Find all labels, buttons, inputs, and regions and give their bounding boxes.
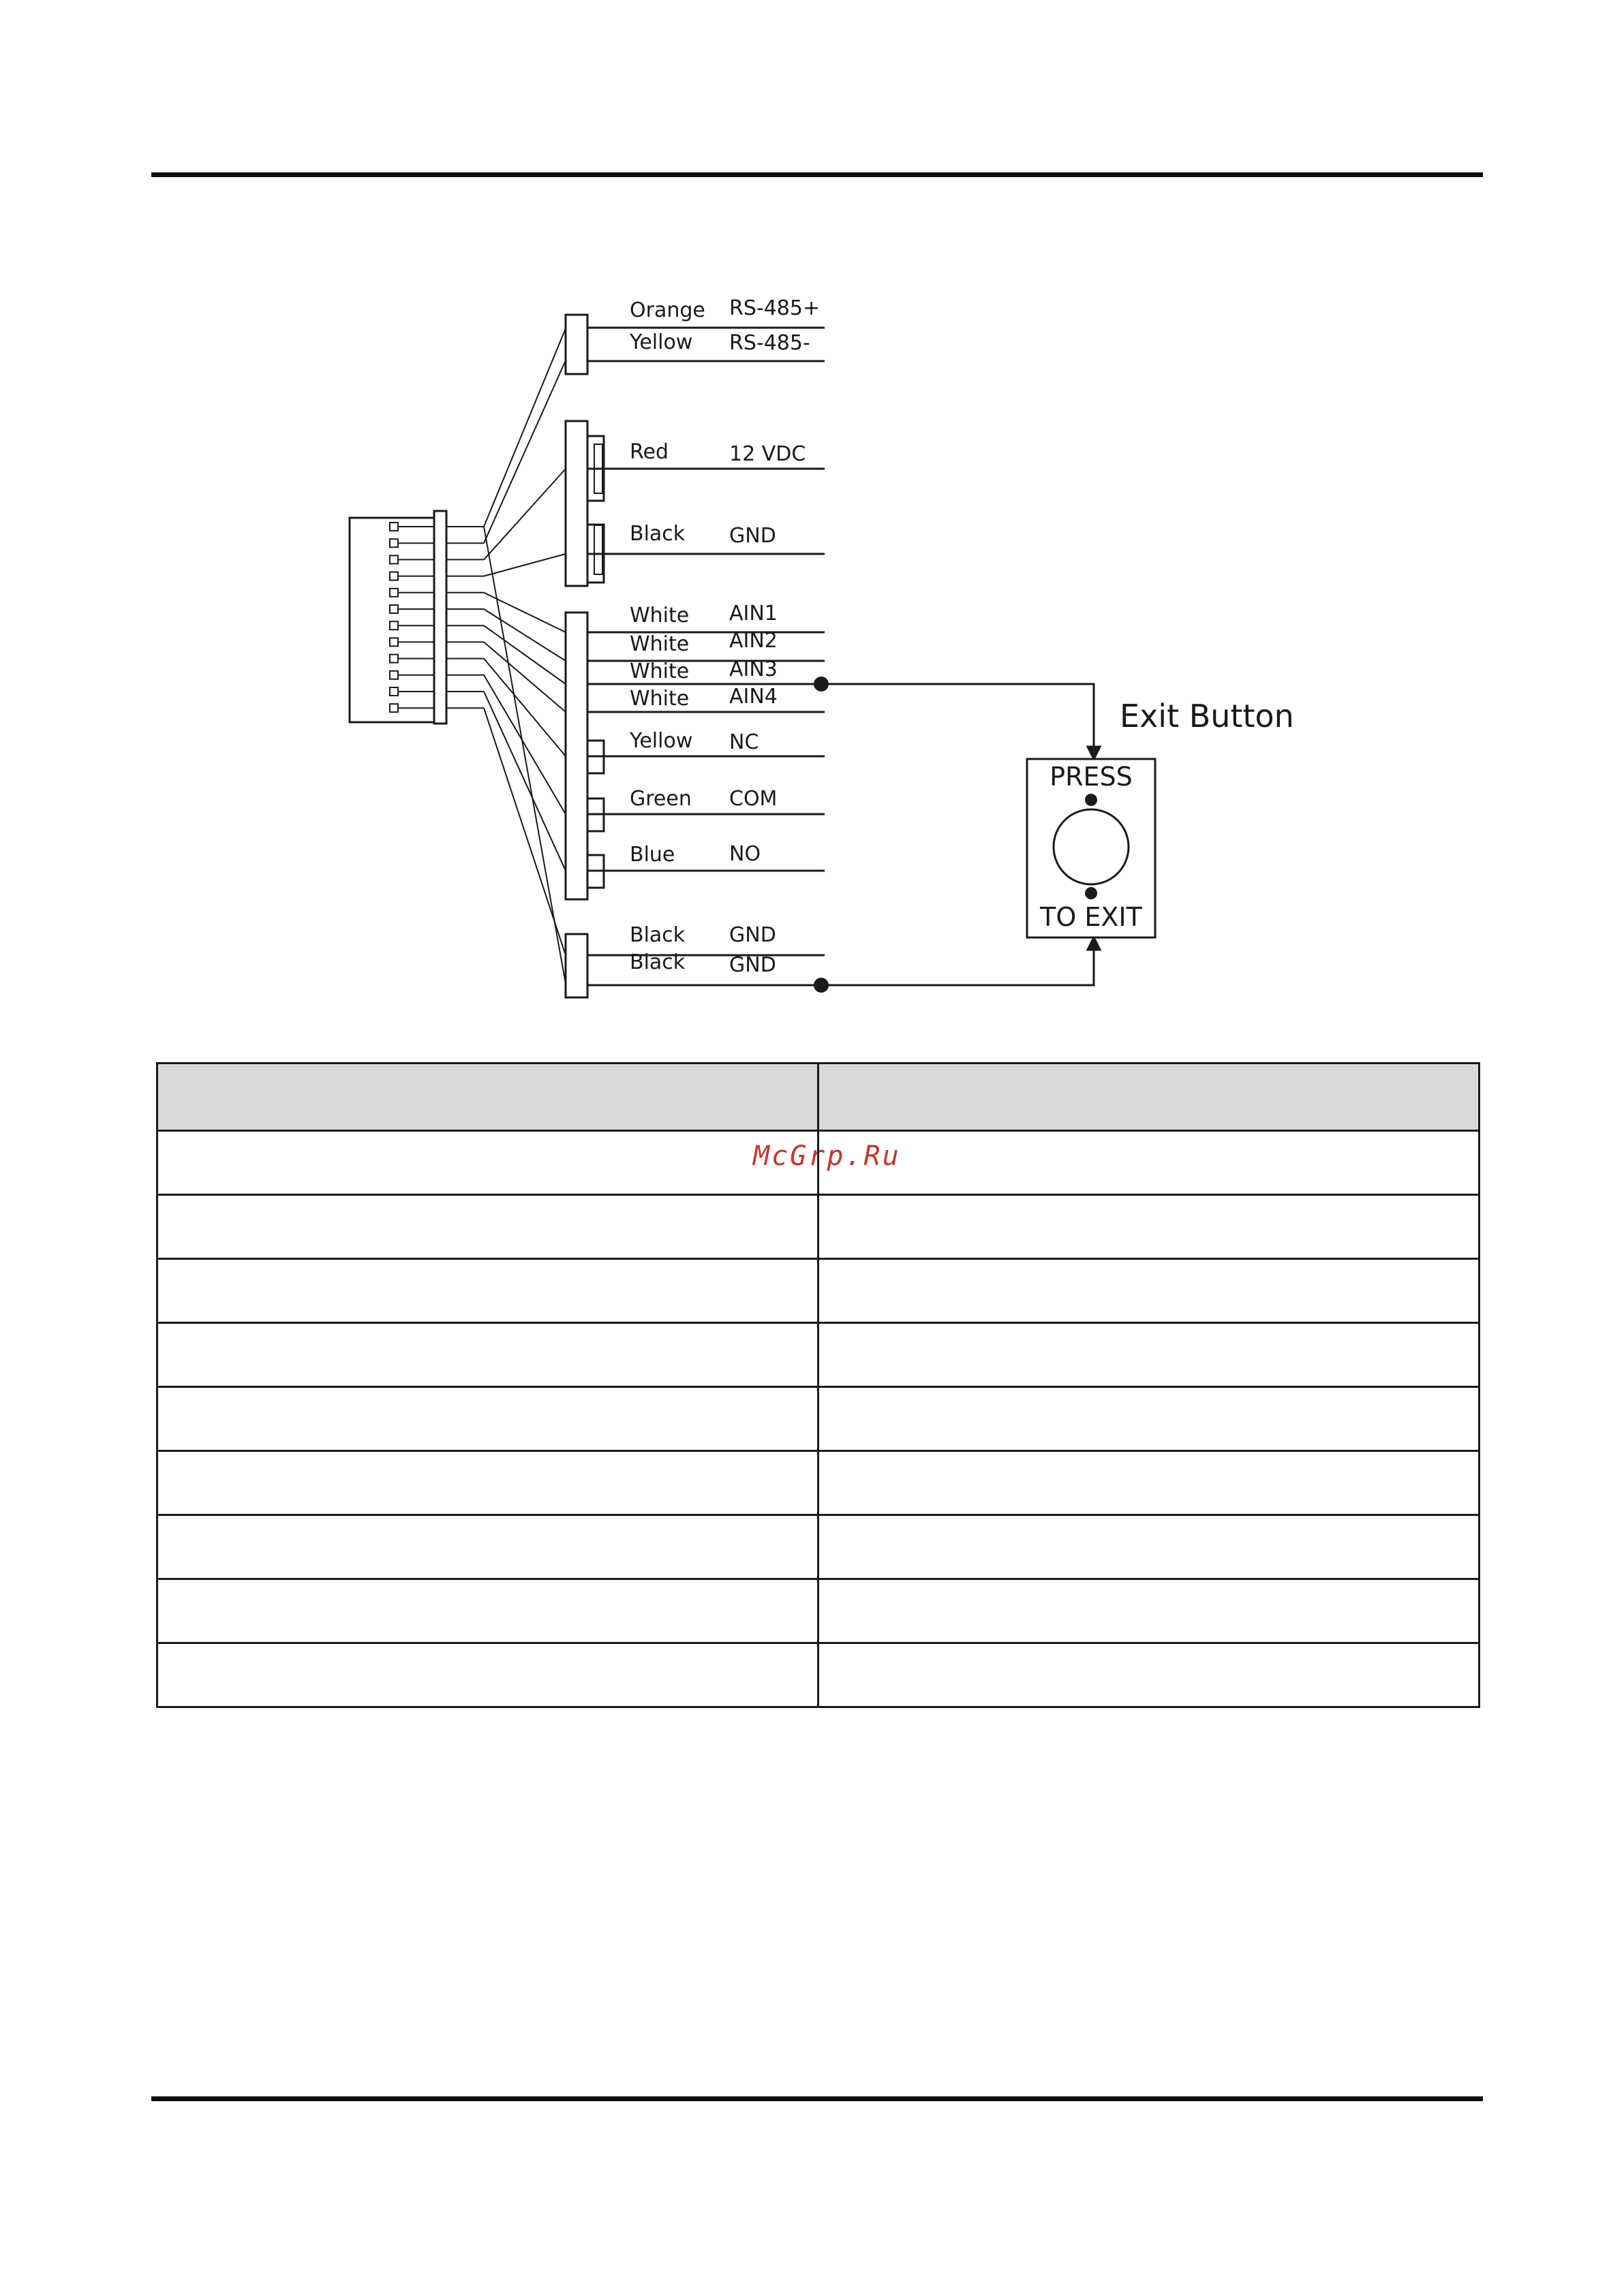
wire-signal-label: 12 VDC <box>729 442 806 466</box>
table-cell <box>818 1451 1480 1515</box>
wire-color-label: White <box>630 687 690 711</box>
table-row <box>157 1387 1480 1451</box>
connector-pin <box>390 572 398 580</box>
junction-dot <box>814 978 829 993</box>
connector-pin <box>390 605 398 613</box>
fanout-wire <box>484 659 566 756</box>
table-row <box>157 1643 1480 1707</box>
connector-pin <box>390 523 398 531</box>
table-cell <box>157 1643 818 1707</box>
fanout-wire <box>484 554 566 576</box>
connector-pin <box>390 539 398 547</box>
connector-pins <box>390 523 434 712</box>
wire-signal-label: NO <box>729 842 761 866</box>
wire-signal-label: COM <box>729 787 778 811</box>
wire-color-label: White <box>630 660 690 683</box>
wire-color-label: Green <box>630 787 692 811</box>
wire-signal-label: AIN2 <box>729 629 778 653</box>
indicator-dot <box>1085 887 1097 899</box>
table-cell <box>157 1387 818 1451</box>
wire-signal-label: NC <box>729 730 759 754</box>
connector-pin <box>390 671 398 679</box>
table-cell <box>818 1195 1480 1259</box>
table-cell <box>818 1323 1480 1387</box>
junction-dot <box>814 677 829 692</box>
wire-signal-label: AIN3 <box>729 657 778 681</box>
table-row <box>157 1131 1480 1195</box>
wiring-table <box>156 1062 1480 1708</box>
table-cell <box>157 1579 818 1643</box>
wire-color-label: Black <box>630 950 686 974</box>
wire-signal-label: RS-485+ <box>729 296 821 320</box>
wire-labels <box>629 296 820 977</box>
terminal-block <box>566 612 587 899</box>
wire-signal-label: AIN4 <box>729 685 778 709</box>
exit-button-exit-label: TO EXIT <box>1040 902 1142 932</box>
table-row <box>157 1259 1480 1323</box>
table-row <box>157 1579 1480 1643</box>
table-cell <box>818 1643 1480 1707</box>
fanout-wire <box>484 527 566 984</box>
exit-button <box>1027 759 1155 937</box>
wire-signal-label: GND <box>729 923 776 947</box>
table-header-cell <box>818 1064 1480 1131</box>
table-header-cell <box>157 1064 818 1131</box>
table-cell <box>157 1515 818 1579</box>
table-cell <box>157 1195 818 1259</box>
exit-button-press-label: PRESS <box>1050 762 1133 792</box>
table-row <box>157 1451 1480 1515</box>
terminal-block <box>566 934 587 997</box>
push-button <box>1054 809 1129 884</box>
connector-pin <box>390 638 398 646</box>
wire-color-label: White <box>630 632 690 656</box>
table-cell <box>818 1387 1480 1451</box>
wire-color-label: Blue <box>630 843 675 867</box>
terminal-tab <box>594 525 602 574</box>
watermark: McGrp.Ru <box>753 1141 901 1172</box>
table-row <box>157 1515 1480 1579</box>
table-cell <box>157 1259 818 1323</box>
table-header-row <box>157 1064 1480 1131</box>
connector-pin <box>390 704 398 712</box>
table-row <box>157 1195 1480 1259</box>
terminal-block <box>566 315 587 374</box>
table-cell <box>818 1259 1480 1323</box>
wire-color-label: Orange <box>630 298 705 322</box>
connector-pin <box>390 555 398 563</box>
footer-rule <box>151 2096 1483 2101</box>
terminal-blocks <box>566 315 604 997</box>
wire-color-label: White <box>630 604 690 627</box>
wire-color-label: Black <box>630 923 686 947</box>
fanout-wire <box>484 328 566 527</box>
wiring-diagram <box>0 0 1624 1022</box>
terminal-block <box>566 421 587 586</box>
table-cell <box>157 1451 818 1515</box>
wire-signal-label: GND <box>729 524 776 548</box>
wire-signal-label: AIN1 <box>729 602 778 625</box>
output-wires <box>587 328 825 985</box>
table-cell <box>157 1131 818 1195</box>
table-row <box>157 1323 1480 1387</box>
table-cell <box>818 1131 1480 1195</box>
table-cell <box>157 1323 818 1387</box>
wire-color-label: Yellow <box>630 330 693 354</box>
fanout-wire <box>484 360 566 543</box>
wire-color-label: Black <box>630 522 686 546</box>
exit-button-title: Exit Button <box>1120 698 1294 734</box>
table-cell <box>818 1579 1480 1643</box>
connector-pin <box>390 687 398 696</box>
connector-pin <box>390 655 398 663</box>
indicator-dot <box>1085 794 1097 806</box>
connector-pin <box>390 621 398 630</box>
wire-signal-label: GND <box>729 953 776 977</box>
fanout-wire <box>484 692 566 871</box>
connector-pin <box>390 589 398 597</box>
wire-fanout <box>446 328 566 984</box>
wire-color-label: Yellow <box>630 729 693 753</box>
table-cell <box>818 1515 1480 1579</box>
wire-color-label: Red <box>630 440 669 464</box>
wire-signal-label: RS-485- <box>729 331 810 355</box>
